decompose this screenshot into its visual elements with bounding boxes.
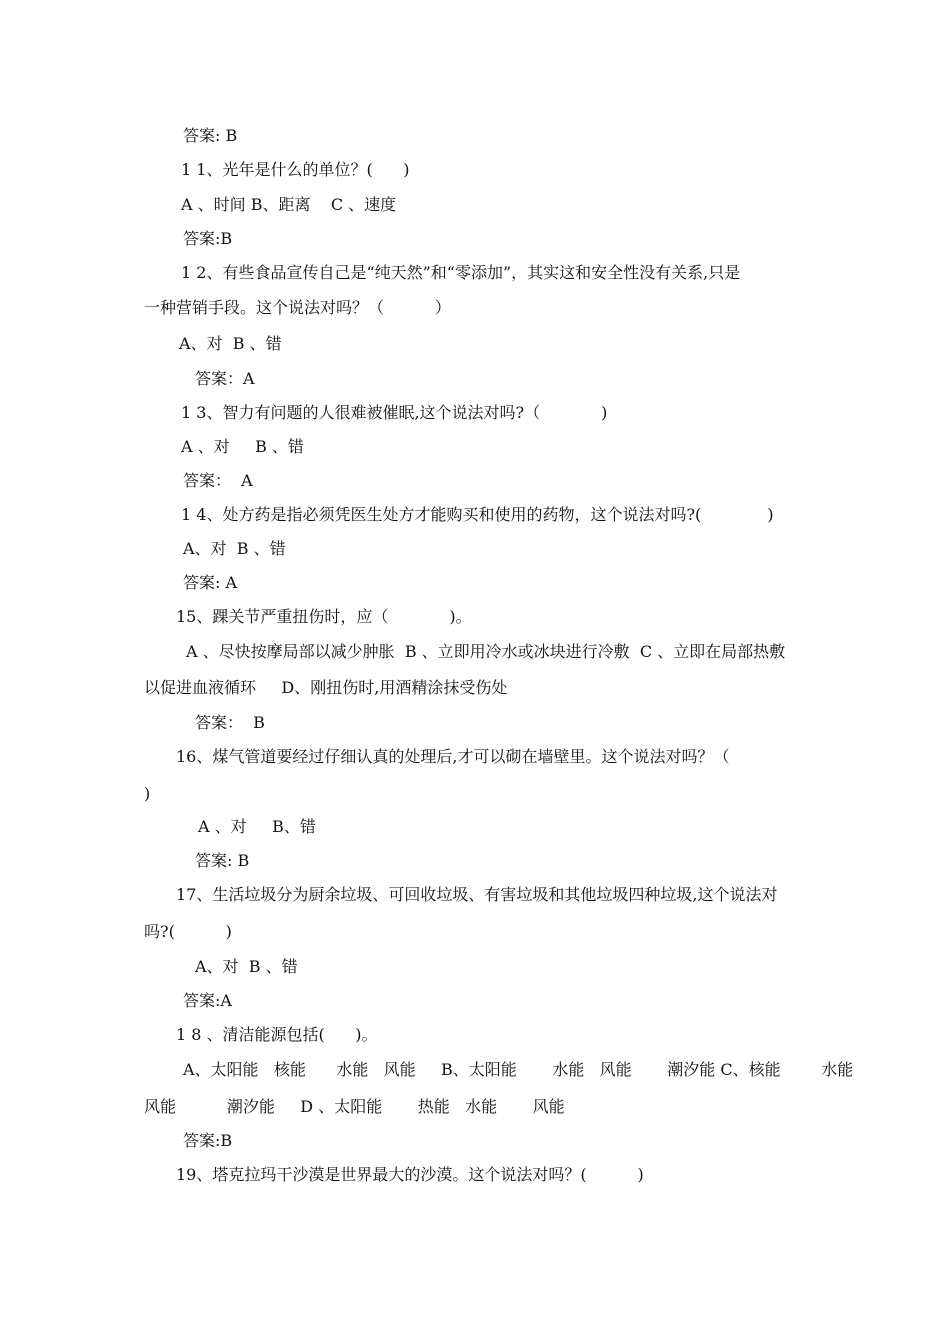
options-12: A、对 B 、错 [179, 334, 282, 353]
answer-10: 答案: B [183, 126, 238, 145]
answer-17: 答案:A [183, 991, 232, 1010]
question-19: 19、塔克拉玛干沙漠是世界最大的沙漠。这个说法对吗？( ) [176, 1165, 644, 1184]
question-15: 15、踝关节严重扭伤时，应（ )。 [176, 607, 472, 626]
answer-16: 答案: B [195, 851, 250, 870]
question-17-line-1: 17、生活垃圾分为厨余垃圾、可回收垃圾、有害垃圾和其他垃圾四种垃圾,这个说法对 [176, 885, 778, 904]
question-12-line-1: 1 2、有些食品宣传自己是“纯天然”和“零添加”，其实这和安全性没有关系,只是 [181, 263, 741, 282]
options-14: A、对 B 、错 [183, 539, 286, 558]
options-13: A 、对 B 、错 [181, 437, 304, 456]
question-16-line-2: ) [144, 784, 151, 803]
options-15-line-1: A 、尽快按摩局部以减少肿胀 B 、立即用冷水或冰块进行冷敷 C 、立即在局部热敷 [186, 642, 786, 661]
answer-15: 答案： B [195, 713, 265, 732]
options-15-line-2: 以促进血液循环 D、刚扭伤时,用酒精涂抹受伤处 [144, 678, 508, 697]
question-13: 1 3、智力有问题的人很难被催眠,这个说法对吗?（ ) [181, 403, 608, 422]
answer-12: 答案：A [195, 369, 255, 388]
answer-14: 答案: A [183, 573, 238, 592]
options-18-line-2: 风能 潮汐能 D 、太阳能 热能 水能 风能 [144, 1097, 565, 1116]
options-18-line-1: A、太阳能 核能 水能 风能 B、太阳能 水能 风能 潮汐能 C、核能 水能 [183, 1060, 854, 1079]
question-17-line-2: 吗?( ) [144, 922, 232, 941]
question-18: 1 8 、清洁能源包括( )。 [176, 1025, 378, 1044]
options-16: A 、对 B、错 [198, 817, 316, 836]
options-17: A、对 B 、错 [195, 957, 298, 976]
question-12-line-2: 一种营销手段。这个说法对吗？（ ） [144, 298, 451, 317]
question-14: 1 4、处方药是指必须凭医生处方才能购买和使用的药物，这个说法对吗?( ) [181, 505, 774, 524]
answer-11: 答案:B [183, 229, 233, 248]
answer-18: 答案:B [183, 1131, 233, 1150]
answer-13: 答案： A [183, 471, 253, 490]
question-16-line-1: 16、煤气管道要经过仔细认真的处理后,才可以砌在墙壁里。这个说法对吗？（ [176, 747, 730, 766]
options-11: A 、时间 B、距离 C 、速度 [181, 195, 397, 214]
question-11: 1 1、光年是什么的单位？( ) [181, 160, 410, 179]
